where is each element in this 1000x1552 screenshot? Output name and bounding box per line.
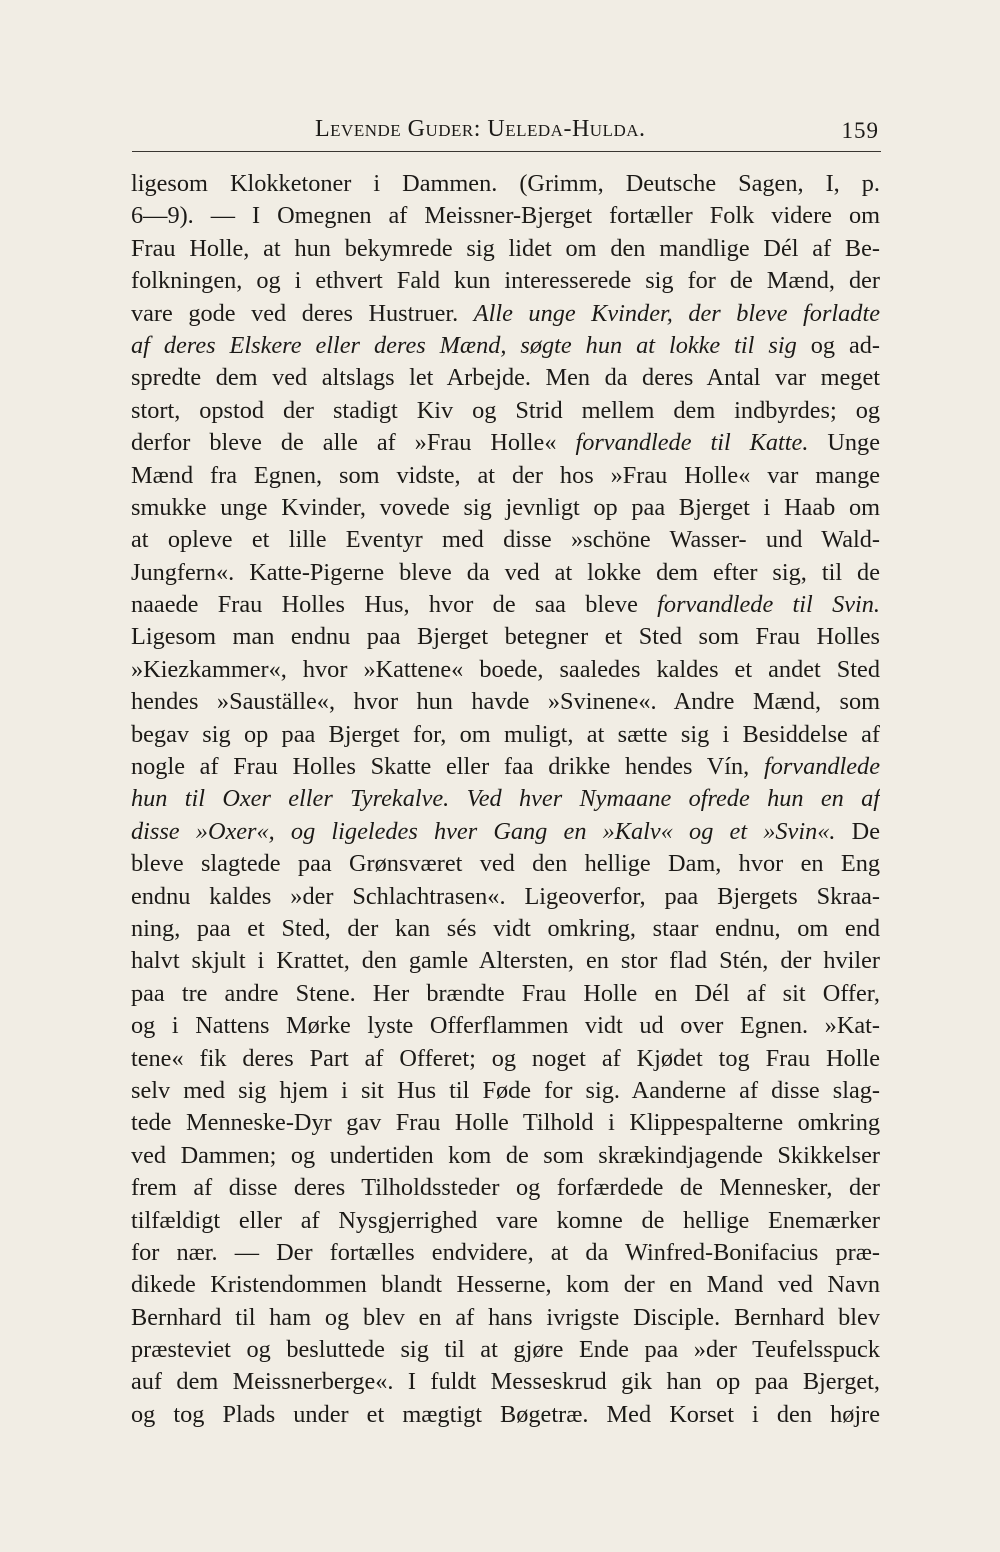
text-line	[131, 524, 880, 556]
text-run: stort, opstod der stadigt Kiv og Strid mellem dem indbyrdes; og	[131, 396, 880, 424]
text-line	[131, 1075, 880, 1107]
text-run: og tog Plads under et mægtigt Bøgetræ. Med Korset i den højre	[131, 1400, 880, 1428]
text-line	[131, 881, 880, 913]
text-line	[131, 492, 880, 524]
text-run: Mænd fra Egnen, som vidste, at der hos »Frau Holle« var mange	[131, 461, 880, 489]
text-run: Ligesom man endnu paa Bjerget betegner et Sted som Frau Holles	[131, 623, 880, 651]
text-run: Unge	[808, 429, 880, 457]
text-line	[131, 168, 880, 200]
text-run: nogle af Frau Holles Skatte eller faa drikke hendes Vín,	[131, 753, 764, 781]
text-line	[131, 1302, 880, 1334]
text-line	[131, 945, 880, 977]
text-run: spredte dem ved altslags let Arbejde. Men da deres Antal var meget	[131, 364, 880, 392]
text-run: tene« fik deres Part af Offeret; og noget af Kjødet tog Frau Holle	[131, 1044, 880, 1072]
text-line	[131, 1107, 880, 1139]
text-run: vare gode ved deres Hustruer.	[131, 299, 474, 327]
text-run: smukke unge Kvinder, vovede sig jevnligt op paa Bjerget i Haab om	[131, 493, 880, 521]
italic-text: Alle unge Kvinder, der bleve forladte	[473, 299, 880, 327]
text-line	[131, 298, 880, 330]
page-number: 159	[841, 118, 879, 143]
text-line	[131, 1043, 880, 1075]
text-line	[131, 1205, 880, 1237]
text-line	[131, 848, 880, 880]
text-line	[131, 1366, 880, 1398]
running-title: Levende Guder: Ueleda-Hulda.	[315, 116, 646, 142]
text-run: 6—9). — I Omegnen af Meissner-Bjerget fortæller Folk videre om	[131, 202, 880, 230]
italic-text: forvandlede til Katte.	[575, 429, 809, 457]
text-line	[131, 589, 880, 621]
italic-text: forvandlede	[763, 753, 880, 781]
text-run: tede Menneske-Dyr gav Frau Holle Tilhold i Klippespalterne omkring	[131, 1109, 880, 1137]
text-line	[131, 1172, 880, 1204]
text-run: derfor bleve de alle af »Frau Holle«	[131, 429, 576, 457]
text-run: ning, paa et Sted, der kan sés vidt omkring, staar endnu, om end	[131, 914, 880, 942]
text-line	[131, 621, 880, 653]
text-run: tilfældigt eller af Nysgjerrighed vare komne de hellige Enemærker	[131, 1206, 880, 1234]
text-line	[131, 686, 880, 718]
text-line	[131, 1334, 880, 1366]
text-run: halvt skjult i Krattet, den gamle Altersten, en stor flad Stén, der hviler	[131, 947, 880, 975]
text-line	[131, 751, 880, 783]
text-run: Frau Holle, at hun bekymrede sig lidet om den mandlige Dél af Be-	[131, 234, 880, 262]
italic-text: forvandlede til Svin.	[657, 591, 880, 619]
text-run: præsteviet og besluttede sig til at gjøre Ende paa »der Teufelsspuck	[131, 1336, 880, 1364]
text-line	[131, 1399, 880, 1431]
text-line	[131, 395, 880, 427]
body-text	[131, 168, 880, 1431]
text-run: ligesom Klokketoner i Dammen. (Grimm, Deutsche Sagen, I, p.	[131, 170, 880, 197]
running-head	[132, 116, 879, 146]
text-run: bleve slagtede paa Grønsværet ved den hellige Dam, hvor en Eng	[131, 850, 880, 878]
text-run: dikede Kristendommen blandt Hesserne, kom der en Mand ved Navn	[131, 1271, 880, 1299]
text-run: og i Nattens Mørke lyste Offerflammen vidt ud over Egnen. »Kat-	[131, 1012, 880, 1040]
text-run: paa tre andre Stene. Her brændte Frau Holle en Dél af sit Offer,	[131, 979, 880, 1007]
text-run: hendes »Sauställe«, hvor hun havde »Svinene«. Andre Mænd, som	[131, 688, 880, 716]
text-line	[131, 1010, 880, 1042]
text-line	[131, 557, 880, 589]
text-line	[131, 427, 880, 459]
text-run: endnu kaldes »der Schlachtrasen«. Ligeoverfor, paa Bjergets Skraa-	[131, 882, 880, 910]
text-line	[131, 913, 880, 945]
italic-text: hun til Oxer eller Tyrekalve. Ved hver Nymaane ofrede hun en af	[131, 785, 880, 813]
text-line	[131, 1269, 880, 1301]
text-run: »Kiezkammer«, hvor »Kattene« boede, saaledes kaldes et andet Sted	[131, 655, 880, 683]
text-line	[131, 816, 880, 848]
text-line	[131, 362, 880, 394]
text-run: naaede Frau Holles Hus, hvor de saa bleve	[131, 591, 658, 619]
text-run: selv med sig hjem i sit Hus til Føde for sig. Aanderne af disse slag-	[131, 1076, 880, 1104]
text-run: begav sig op paa Bjerget for, om muligt, at sætte sig i Besiddelse af	[131, 720, 880, 748]
text-line	[131, 233, 880, 265]
text-run: frem af disse deres Tilholdssteder og forfærdede de Mennesker, der	[131, 1174, 880, 1202]
text-run: og ad-	[796, 331, 880, 359]
text-line	[131, 330, 880, 362]
text-run: auf dem Meissnerberge«. I fuldt Messeskrud gik han op paa Bjerget,	[131, 1368, 880, 1396]
text-run: Bernhard til ham og blev en af hans ivrigste Disciple. Bernhard blev	[131, 1303, 880, 1331]
text-line	[131, 1237, 880, 1269]
text-run: for nær. — Der fortælles endvidere, at da Winfred-Bonifacius præ-	[131, 1238, 880, 1266]
italic-text: af deres Elskere eller deres Mænd, søgte hun at lokke til sig	[131, 331, 797, 359]
text-run: ved Dammen; og undertiden kom de som skrækindjagende Skikkelser	[131, 1141, 880, 1169]
text-run: De	[835, 817, 880, 845]
italic-text: disse »Oxer«, og ligeledes hver Gang en »Kalv« og et »Svin«.	[131, 817, 836, 845]
text-run: at opleve et lille Eventyr med disse »schöne Wasser- und Wald-	[131, 526, 880, 554]
text-line	[131, 783, 880, 815]
text-run: Jungfern«. Katte-Pigerne bleve da ved at lokke dem efter sig, til de	[131, 558, 880, 586]
text-line	[131, 719, 880, 751]
text-run: folkningen, og i ethvert Fald kun interesserede sig for de Mænd, der	[131, 267, 880, 295]
text-line	[131, 1140, 880, 1172]
text-line	[131, 654, 880, 686]
text-line	[131, 200, 880, 232]
text-line	[131, 460, 880, 492]
text-line	[131, 978, 880, 1010]
header-rule	[132, 151, 881, 152]
text-line	[131, 265, 880, 297]
